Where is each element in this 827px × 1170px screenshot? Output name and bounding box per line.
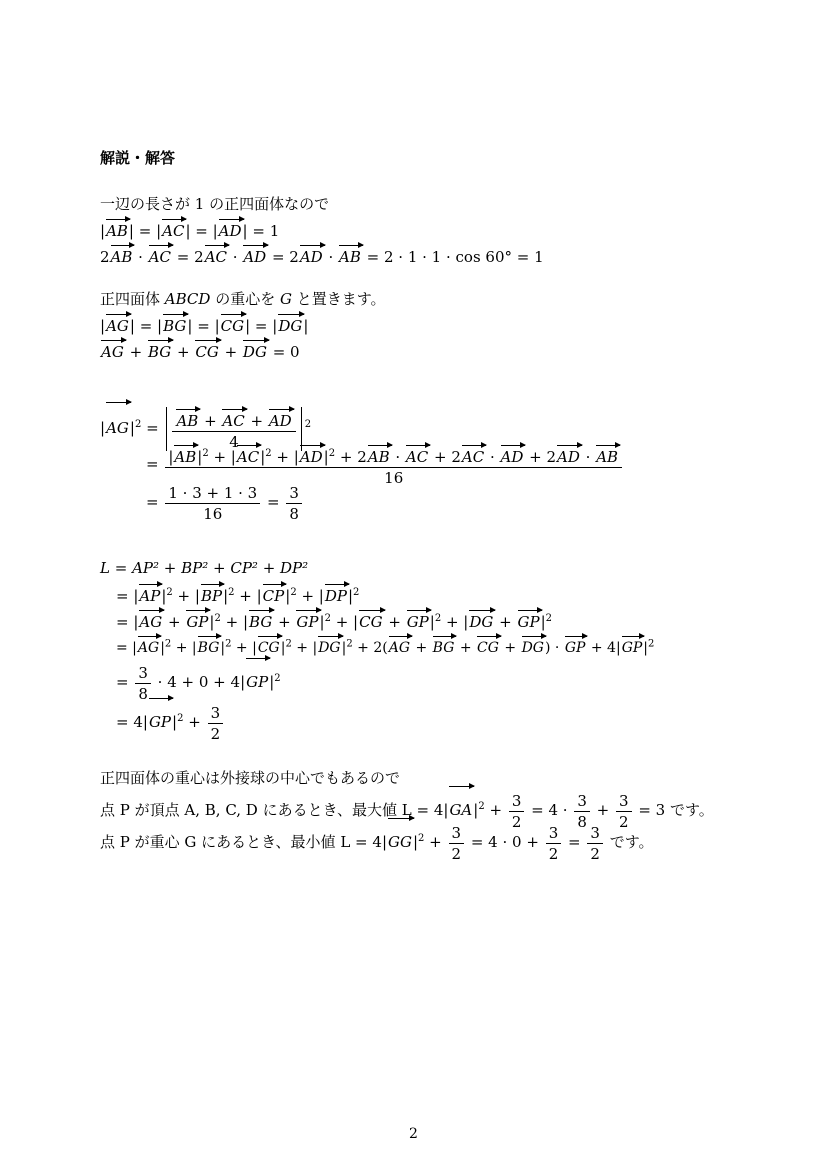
equation-l-step-2: = $|AG + GP|^2 + |BG + GP|^2 + |CG + GP|^2 + |DG + GP|^2$ [116,608,552,628]
conclusion-line-1: 正四面体の重心は外接球の中心でもあるので [100,769,401,787]
intro-line-2: 正四面体 ABCD の重心を G と置きます。 [100,290,386,308]
conclusion-min: 点 P が重心 G にあるとき、最小値 $L = 4|GG|^2$ + $\frac{3}{2}$ = 4 · 0 + $\frac{3}{2}$ = $\frac{3}{2}$ です。 [100,816,654,860]
equation-ag-squared-2: = $\frac{|AB|^2 + |AC|^2 + |AD|^2 + 2AB \cdot AC + 2AC \cdot AD + 2AD \cdot AB}{16}$ [146,442,624,486]
equation-ag-squared-3: = $\frac{1 \cdot 3 + 1 \cdot 3}{16}$ = $\frac{3}{8}$ [146,480,304,524]
equation-norms-ab-ac-ad: |AB| = |AC| = |AD| = 1 [100,217,279,237]
intro-line-1: 一辺の長さが 1 の正四面体なので [100,195,330,213]
conclusion-max: 点 P が頂点 A, B, C, D にあるとき、最大値 $L = 4|GA|^2$ + $\frac{3}{2}$ = 4 · $\frac{3}{8}$ + $\frac{3}{2}$ = 3 です。 [100,784,714,828]
page-number: 2 [409,1126,418,1142]
equation-equal-distances: |AG| = |BG| = |CG| = |DG| [100,312,308,332]
section-heading: 解説・解答 [100,149,176,167]
equation-l-step-3: = $|AG|^2 + |BG|^2 + |CG|^2 + |DG|^2 + 2(AG$ + BG + CG + DG) · GP + $4|GP|^2$ [116,634,654,654]
equation-l-definition: L = AP² + BP² + CP² + DP² [100,559,309,577]
equation-l-step-4: = $\frac{3}{8}$ · $4 + 0 + 4|GP|^2$ [116,656,281,700]
equation-centroid-sum: AG + BG + CG + DG = 0 [100,338,300,358]
equation-ag-squared-1: $|AG|^2$ = $\frac{AB + AC + AD}{4}$ $^2$ [100,400,311,448]
equation-l-step-5: = $4|GP|^2$ + $\frac{3}{2}$ [116,696,225,740]
equation-l-step-1: = $|AP|^2 + |BP|^2 + |CP|^2 + |DP|^2$ [116,582,359,602]
equation-dot-products: 2AB · AC = 2AC · AD = 2AD · AB = 2 · 1 · 1 · cos 60° = 1 [100,243,544,263]
